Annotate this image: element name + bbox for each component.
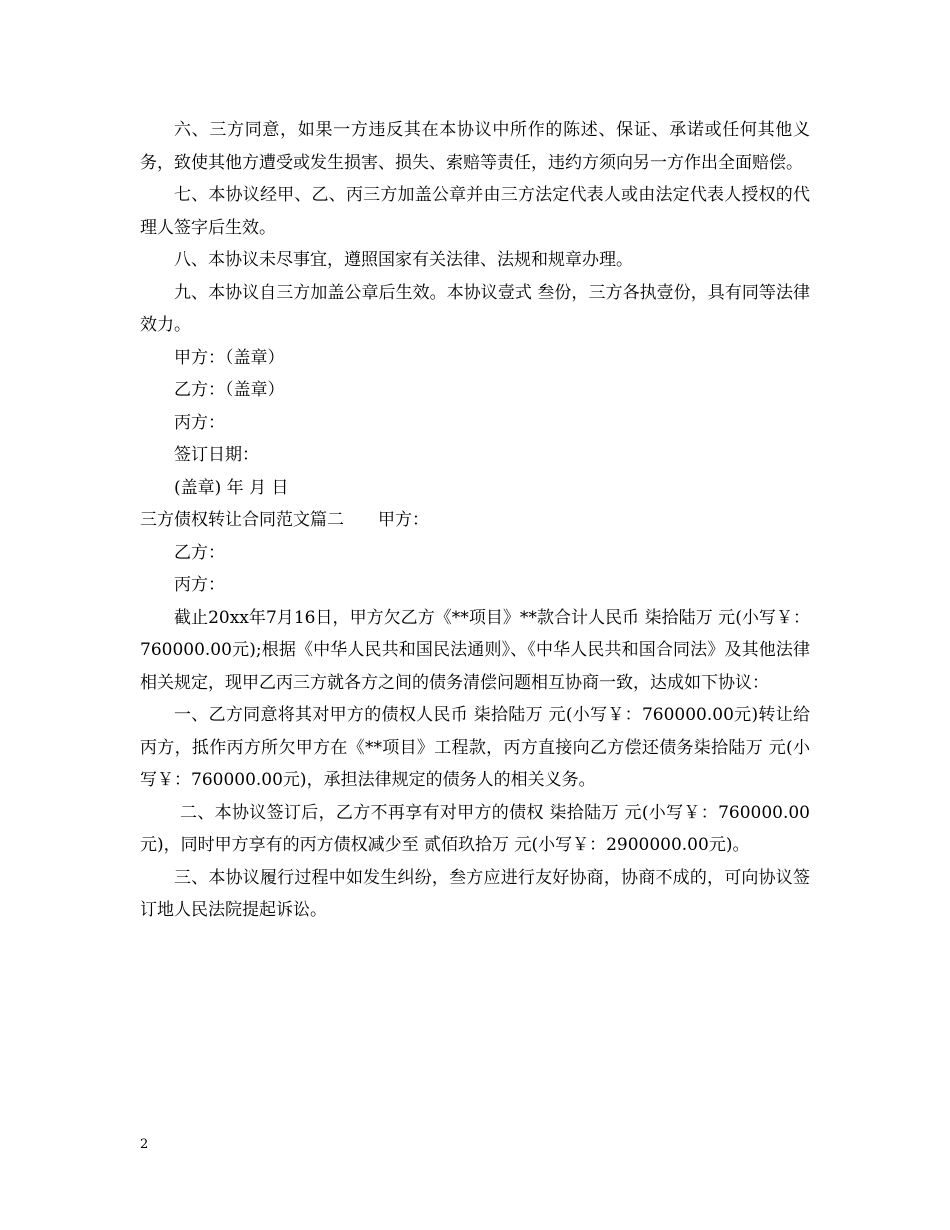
clause-8: 八、本协议未尽事宜，遵照国家有关法律、法规和规章办理。: [174, 250, 633, 270]
section-heading-part-two: 三方债权转让合同范文篇二 甲方：: [140, 510, 429, 530]
clause-7: 七、本协议经甲、乙、丙三方加盖公章并由三方法定代表人或由法定代表人授权的代理人签字后生效。: [140, 185, 810, 238]
signature-party-a: 甲方：（盖章）: [174, 347, 285, 368]
clause-2: 二、本协议签订后，乙方不再享有对甲方的债权 柒拾陆万 元(小写￥：760000.00元)，同时甲方享有的丙方债权减少至 贰佰玖拾万 元(小写￥：2900000.00元)。: [140, 802, 810, 855]
seal-date-line: (盖章) 年 月 日: [174, 477, 289, 498]
clause-9: 九、本协议自三方加盖公章后生效。本协议壹式 叁份，三方各执壹份，具有同等法律效力。: [140, 282, 810, 335]
clause-1: 一、乙方同意将其对甲方的债权人民币 柒拾陆万 元(小写￥：760000.00元)转让给丙方，抵作丙方所欠甲方在《**项目》工程款，丙方直接向乙方偿还债务柒拾陆万 元(小写￥：760000.00元)，承担法律规定的债务人的相关义务。: [140, 705, 810, 790]
signing-date-label: 签订日期：: [174, 445, 259, 465]
party-b-label: 乙方：: [174, 542, 225, 563]
clause-6: 六、三方同意，如果一方违反其在本协议中所作的陈述、保证、承诺或任何其他义务，致使其他方遭受或发生损害、损失、索赔等责任，违约方须向另一方作出全面赔偿。: [140, 120, 810, 173]
preamble-paragraph: 截止20xx年7月16日，甲方欠乙方《**项目》**款合计人民币 柒拾陆万 元(小写￥：760000.00元);根据《中华人民共和国民法通则》、《中华人民共和国合同法》及其他法律相关规定，现甲乙丙三方就各方之间的债务清偿问题相互协商一致，达成如下协议：: [140, 607, 810, 693]
party-c-label: 丙方：: [174, 575, 225, 595]
signature-party-c: 丙方：: [174, 412, 225, 433]
clause-3: 三、本协议履行过程中如发生纠纷，叁方应进行友好协商，协商不成的，可向协议签订地人民法院提起诉讼。: [140, 867, 810, 920]
document-body: [140, 114, 810, 927]
signature-party-b: 乙方：（盖章）: [174, 380, 285, 400]
page-number: 2: [140, 1137, 149, 1152]
